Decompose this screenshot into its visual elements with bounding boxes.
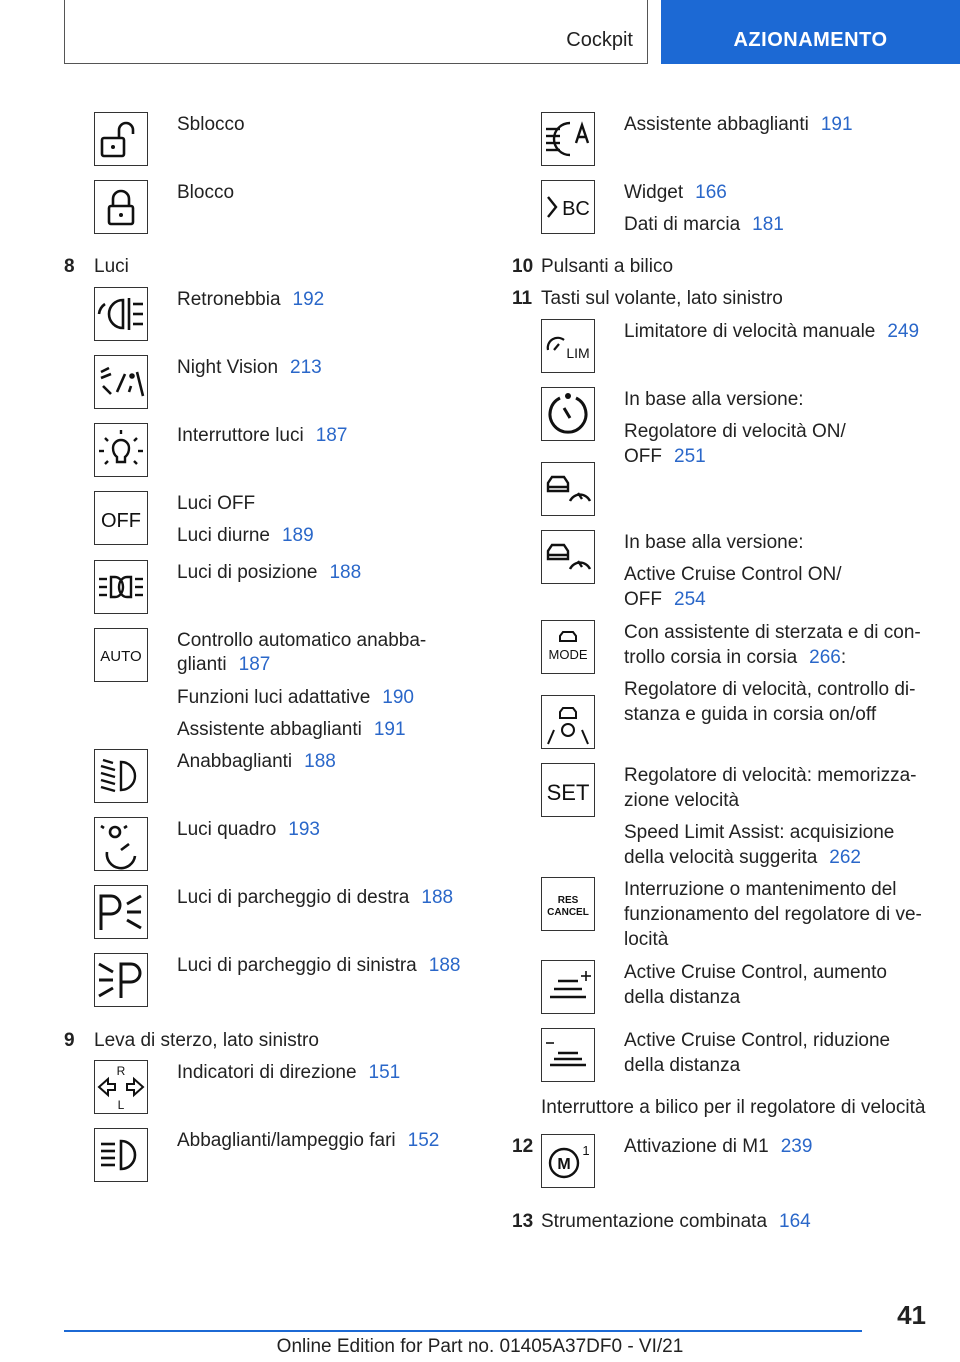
section-heading: Luci xyxy=(94,256,129,277)
svg-text:MODE: MODE xyxy=(548,647,588,662)
entry-text: Active Cruise Control, riduzione xyxy=(624,1030,891,1051)
header-chapter-tab[interactable] xyxy=(661,0,960,64)
page-link[interactable]: 251 xyxy=(674,446,706,467)
svg-text:LIM: LIM xyxy=(566,345,590,361)
entry-text: della velocità suggerita 262 xyxy=(624,847,861,868)
entry-text: glianti 187 xyxy=(177,654,271,675)
lights-off-icon xyxy=(94,491,148,545)
distance-decrease-icon xyxy=(541,1028,595,1082)
section-heading: Strumentazione combinata 164 xyxy=(541,1211,811,1232)
page-link[interactable]: 239 xyxy=(780,1136,813,1157)
page-link[interactable]: 164 xyxy=(779,1211,811,1232)
right-parking-light-icon xyxy=(94,885,148,939)
cruise-control-icon xyxy=(541,387,595,441)
entry-text: Con assistente di sterzata e di con- xyxy=(624,622,921,643)
svg-text:AUTO: AUTO xyxy=(100,648,142,665)
entry-text: Luci quadro 193 xyxy=(177,819,320,840)
svg-text:BC: BC xyxy=(562,198,590,220)
unlock-icon xyxy=(94,112,148,166)
item-number: 10 xyxy=(512,256,534,277)
entry-text: Luci diurne 189 xyxy=(177,525,314,546)
page-link[interactable]: 254 xyxy=(674,589,706,610)
entry-text: stanza e guida in corsia on/off xyxy=(624,704,877,725)
entry-text: In base alla versione: xyxy=(624,532,804,553)
entry-text: Limitatore di velocità manuale 249 xyxy=(624,321,920,342)
entry-text: Abbaglianti/lampeggio fari 152 xyxy=(177,1130,440,1151)
page-link[interactable]: 187 xyxy=(315,425,348,446)
entry-text: Indicatori di direzione 151 xyxy=(177,1062,401,1083)
res-cancel-icon xyxy=(541,877,595,931)
item-number: 9 xyxy=(64,1030,75,1051)
header-chapter-title: AZIONAMENTO xyxy=(733,29,888,51)
lock-icon xyxy=(94,180,148,234)
page-link[interactable]: 187 xyxy=(238,654,271,675)
page-link[interactable]: 262 xyxy=(829,847,861,868)
distance-increase-icon xyxy=(541,960,595,1014)
night-vision-icon xyxy=(94,355,148,409)
entry-text: Active Cruise Control, aumento xyxy=(624,962,887,983)
entry-text: della distanza xyxy=(624,1055,741,1076)
lane-guidance-icon xyxy=(541,695,595,749)
page-link[interactable]: 193 xyxy=(288,819,320,840)
entry-text: OFF 254 xyxy=(624,589,706,610)
instrument-lighting-icon xyxy=(94,817,148,871)
entry-text: della distanza xyxy=(624,987,741,1008)
entry-text: Anabbaglianti 188 xyxy=(177,751,336,772)
item-number: 12 xyxy=(512,1136,534,1157)
svg-text:RES: RES xyxy=(557,895,579,906)
page-link[interactable]: 191 xyxy=(373,719,406,740)
svg-text:M: M xyxy=(557,1156,571,1173)
entry-text: Widget 166 xyxy=(624,182,727,203)
entry-text: In base alla versione: xyxy=(624,389,804,410)
page-link[interactable]: 249 xyxy=(887,321,920,342)
page-link[interactable]: 188 xyxy=(304,751,336,772)
low-beam-icon xyxy=(94,749,148,803)
high-beam-assistant-icon xyxy=(541,112,595,166)
entry-text: trollo corsia in corsia 266: xyxy=(624,647,847,668)
set-icon xyxy=(541,763,595,817)
rear-fog-light-icon xyxy=(94,287,148,341)
header-section-box xyxy=(64,0,648,64)
entry-text: Assistente abbaglianti 191 xyxy=(624,114,853,135)
page-link[interactable]: 188 xyxy=(421,887,454,908)
bc-icon xyxy=(541,180,595,234)
page-number: 41 xyxy=(897,1300,926,1330)
page-link[interactable]: 152 xyxy=(407,1130,440,1151)
svg-text:R: R xyxy=(116,1064,126,1078)
svg-text:1: 1 xyxy=(582,1143,590,1158)
entry-text: Blocco xyxy=(177,182,235,203)
section-heading: Leva di sterzo, lato sinistro xyxy=(94,1030,319,1051)
entry-text: Luci di parcheggio di destra 188 xyxy=(177,887,454,908)
entry-text: OFF 251 xyxy=(624,446,706,467)
item-number: 11 xyxy=(512,288,533,309)
footer-edition: Online Edition for Part no. 01405A37DF0 - VI/21 xyxy=(276,1336,684,1357)
entry-text: Regolatore di velocità: memorizza- xyxy=(624,765,917,786)
entry-text: Luci OFF xyxy=(177,493,256,514)
page-link[interactable]: 189 xyxy=(281,525,314,546)
header-section-title: Cockpit xyxy=(566,29,633,51)
entry-text: Interruttore luci 187 xyxy=(177,425,348,446)
entry-text: Luci di posizione 188 xyxy=(177,562,362,583)
entry-text: Regolatore di velocità ON/ xyxy=(624,421,846,442)
entry-text: Active Cruise Control ON/ xyxy=(624,564,842,585)
section-heading: Tasti sul volante, lato sinistro xyxy=(541,288,783,309)
entry-text: Speed Limit Assist: acquisizione xyxy=(624,822,895,843)
entry-text: zione velocità xyxy=(624,790,740,811)
svg-text:CANCEL: CANCEL xyxy=(547,907,589,918)
page-link[interactable]: 266 xyxy=(809,647,841,668)
entry-text: Luci di parcheggio di sinistra 188 xyxy=(177,955,461,976)
speed-limiter-icon xyxy=(541,319,595,373)
entry-text: Retronebbia 192 xyxy=(177,289,325,310)
svg-text:L: L xyxy=(117,1098,125,1112)
entry-text: Assistente abbaglianti 191 xyxy=(177,719,406,740)
entry-text: Regolatore di velocità, controllo di- xyxy=(624,679,916,700)
svg-text:SET: SET xyxy=(546,780,590,805)
active-cruise-control-icon xyxy=(541,462,595,516)
active-cruise-control-icon xyxy=(541,530,595,584)
page-link[interactable]: 188 xyxy=(329,562,362,583)
entry-text: Funzioni luci adattative 190 xyxy=(177,687,414,708)
entry-text: Interruzione o mantenimento del xyxy=(624,879,897,900)
page-link[interactable]: 192 xyxy=(292,289,325,310)
entry-text: Controllo automatico anabba- xyxy=(177,630,427,651)
entry-text: funzionamento del regolatore di ve- xyxy=(624,904,922,925)
page-link[interactable]: 151 xyxy=(368,1062,401,1083)
high-beam-icon xyxy=(94,1128,148,1182)
page-link[interactable]: 191 xyxy=(820,114,853,135)
entry-text: locità xyxy=(624,929,669,950)
item-number: 13 xyxy=(512,1211,534,1232)
svg-text:OFF: OFF xyxy=(101,510,141,532)
page-link[interactable]: 166 xyxy=(695,182,727,203)
page-link[interactable]: 181 xyxy=(752,214,784,235)
light-switch-icon xyxy=(94,423,148,477)
item-number: 8 xyxy=(64,256,75,277)
entry-text: Dati di marcia 181 xyxy=(624,214,784,235)
entry-text: Sblocco xyxy=(177,114,245,135)
page-link[interactable]: 190 xyxy=(382,687,414,708)
entry-text: Attivazione di M1 239 xyxy=(624,1136,813,1157)
entry-text: Night Vision 213 xyxy=(177,357,322,378)
left-parking-light-icon xyxy=(94,953,148,1007)
turn-signal-icon xyxy=(94,1060,148,1114)
section-heading: Pulsanti a bilico xyxy=(541,256,674,277)
footer-divider xyxy=(64,1330,862,1332)
page-link[interactable]: 213 xyxy=(290,357,322,378)
parking-lights-icon xyxy=(94,560,148,614)
entry-text: Interruttore a bilico per il regolatore di velocità xyxy=(541,1097,926,1118)
mode-icon xyxy=(541,620,595,674)
page-link[interactable]: 188 xyxy=(428,955,461,976)
auto-lights-icon xyxy=(94,628,148,682)
m1-icon xyxy=(541,1134,595,1188)
